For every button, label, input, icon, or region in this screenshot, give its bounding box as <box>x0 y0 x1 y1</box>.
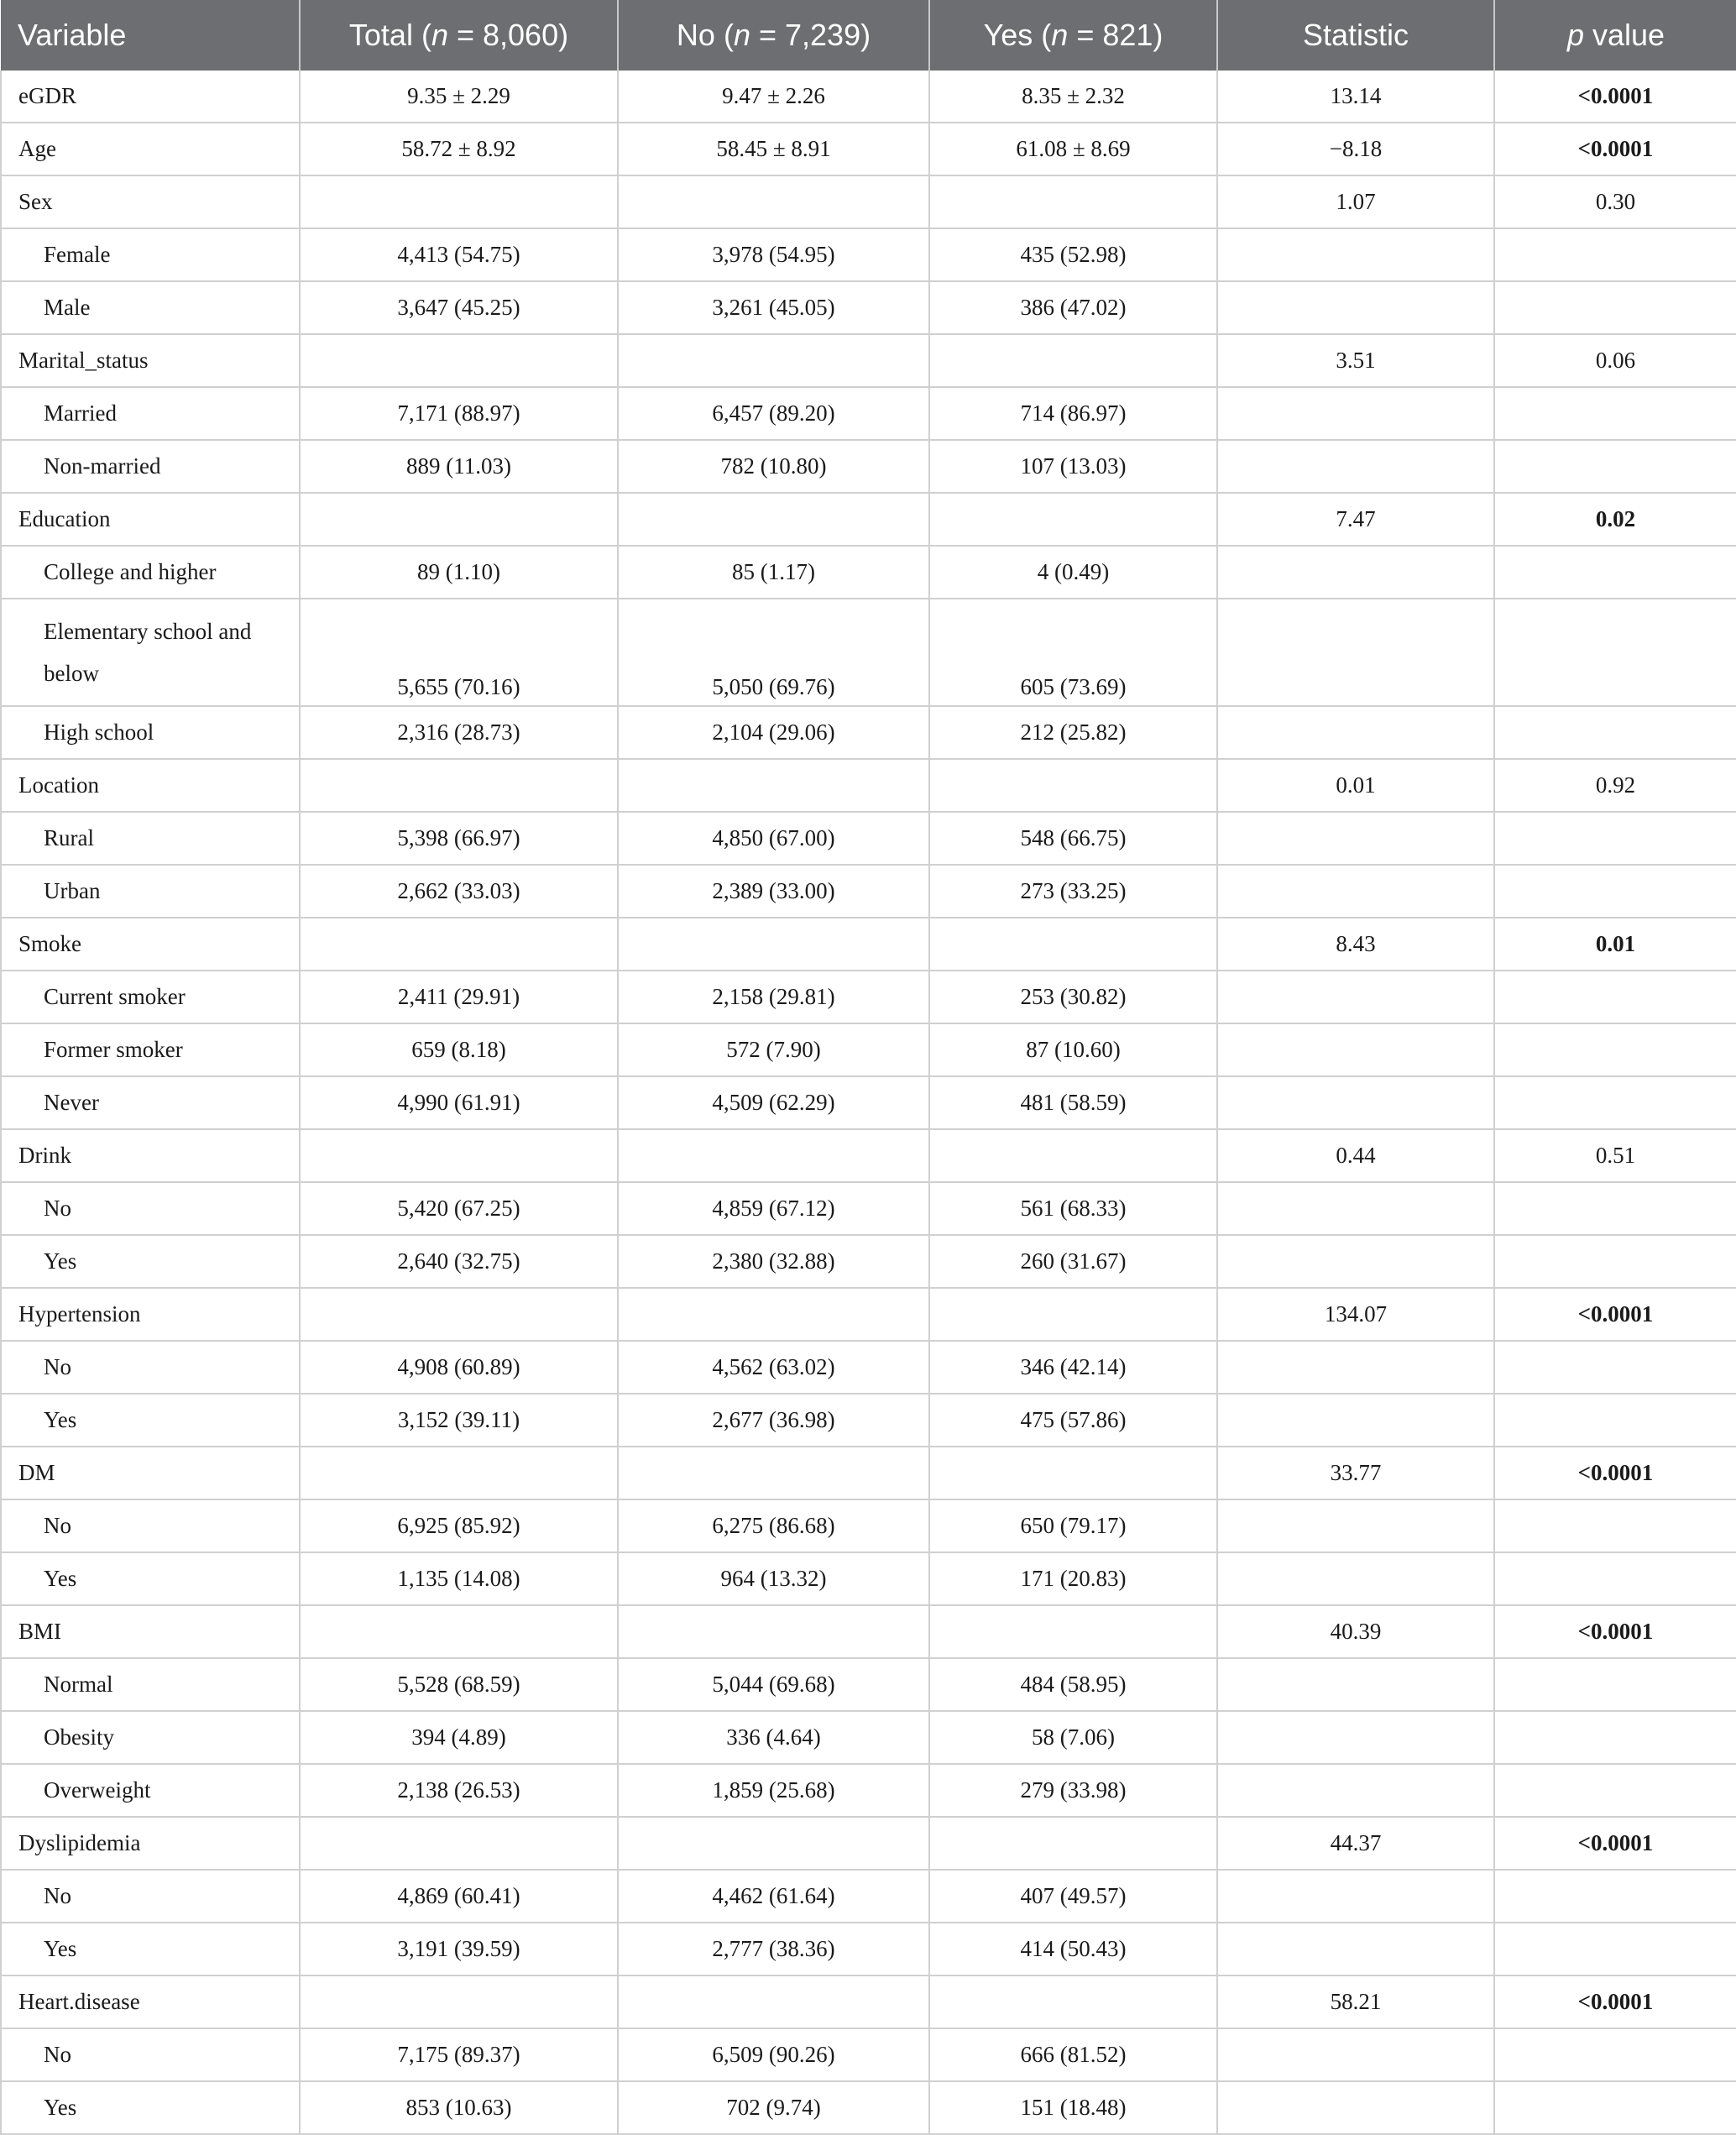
table-row <box>1 387 1736 440</box>
variable-cell: Drink <box>1 1129 300 1182</box>
yes-cell <box>929 1447 1217 1499</box>
yes-cell <box>929 334 1217 387</box>
total-cell: 394 (4.89) <box>300 1711 618 1764</box>
variable-cell: Smoke <box>1 918 300 971</box>
table-row <box>1 546 1736 599</box>
total-cell: 6,925 (85.92) <box>300 1499 618 1552</box>
total-cell <box>300 175 618 228</box>
variable-cell: Education <box>1 493 300 546</box>
total-cell: 2,138 (26.53) <box>300 1764 618 1817</box>
table-row <box>1 2028 1736 2081</box>
table-row <box>1 1764 1736 1817</box>
total-cell <box>300 759 618 812</box>
variable-cell: Never <box>1 1076 300 1129</box>
header-statistic: Statistic <box>1217 0 1494 71</box>
statistic-cell: 134.07 <box>1217 1288 1494 1341</box>
yes-cell: 714 (86.97) <box>929 387 1217 440</box>
yes-cell <box>929 493 1217 546</box>
variable-cell: No <box>1 1341 300 1394</box>
table-row <box>1 2081 1736 2134</box>
total-cell <box>300 1129 618 1182</box>
variable-cell: No <box>1 1182 300 1235</box>
p-value-cell <box>1494 599 1736 706</box>
no-cell: 5,044 (69.68) <box>618 1658 929 1711</box>
variable-cell: Normal <box>1 1658 300 1711</box>
statistic-cell: 3.51 <box>1217 334 1494 387</box>
total-cell: 1,135 (14.08) <box>300 1552 618 1605</box>
table-row <box>1 1023 1736 1076</box>
variable-cell: Marital_status <box>1 334 300 387</box>
statistic-cell <box>1217 971 1494 1023</box>
statistic-cell <box>1217 440 1494 493</box>
yes-cell: 87 (10.60) <box>929 1023 1217 1076</box>
p-value-cell <box>1494 1023 1736 1076</box>
variable-cell: Location <box>1 759 300 812</box>
variable-cell: Female <box>1 228 300 281</box>
table-row <box>1 971 1736 1023</box>
yes-cell: 605 (73.69) <box>929 599 1217 706</box>
no-cell: 2,380 (32.88) <box>618 1235 929 1288</box>
p-value-cell <box>1494 546 1736 599</box>
p-value-cell <box>1494 387 1736 440</box>
variable-cell: No <box>1 2028 300 2081</box>
table-row <box>1 1394 1736 1447</box>
no-cell: 782 (10.80) <box>618 440 929 493</box>
p-value-cell: 0.06 <box>1494 334 1736 387</box>
table-row <box>1 1870 1736 1923</box>
total-cell: 659 (8.18) <box>300 1023 618 1076</box>
yes-cell: 435 (52.98) <box>929 228 1217 281</box>
total-cell: 3,647 (45.25) <box>300 281 618 334</box>
variable-cell: Urban <box>1 865 300 918</box>
total-cell <box>300 493 618 546</box>
variable-cell: Married <box>1 387 300 440</box>
yes-cell: 386 (47.02) <box>929 281 1217 334</box>
p-value-cell <box>1494 1870 1736 1923</box>
header-variable: Variable <box>1 0 300 71</box>
yes-cell: 151 (18.48) <box>929 2081 1217 2134</box>
no-cell: 6,457 (89.20) <box>618 387 929 440</box>
table-row <box>1 759 1736 812</box>
variable-cell: Sex <box>1 175 300 228</box>
p-value-cell <box>1494 1341 1736 1394</box>
total-cell: 9.35 ± 2.29 <box>300 71 618 123</box>
variable-cell: Overweight <box>1 1764 300 1817</box>
statistic-cell <box>1217 599 1494 706</box>
yes-cell <box>929 1288 1217 1341</box>
yes-cell: 107 (13.03) <box>929 440 1217 493</box>
variable-cell: Rural <box>1 812 300 865</box>
p-value-cell <box>1494 228 1736 281</box>
yes-cell: 253 (30.82) <box>929 971 1217 1023</box>
yes-cell: 58 (7.06) <box>929 1711 1217 1764</box>
no-cell: 572 (7.90) <box>618 1023 929 1076</box>
statistic-cell <box>1217 228 1494 281</box>
yes-cell: 481 (58.59) <box>929 1076 1217 1129</box>
variable-cell: Yes <box>1 1552 300 1605</box>
statistic-cell <box>1217 2081 1494 2134</box>
table-row <box>1 71 1736 123</box>
variable-cell: College and higher <box>1 546 300 599</box>
total-cell <box>300 334 618 387</box>
table-row <box>1 1076 1736 1129</box>
yes-cell <box>929 1129 1217 1182</box>
p-value-cell <box>1494 2081 1736 2134</box>
statistic-cell <box>1217 1076 1494 1129</box>
yes-cell: 273 (33.25) <box>929 865 1217 918</box>
p-value-cell: <0.0001 <box>1494 1817 1736 1870</box>
table-row <box>1 1129 1736 1182</box>
yes-cell: 61.08 ± 8.69 <box>929 123 1217 175</box>
yes-cell: 171 (20.83) <box>929 1552 1217 1605</box>
yes-cell: 8.35 ± 2.32 <box>929 71 1217 123</box>
variable-cell: Elementary school and below <box>1 599 300 706</box>
variable-cell: Hypertension <box>1 1288 300 1341</box>
yes-cell: 666 (81.52) <box>929 2028 1217 2081</box>
p-value-cell <box>1494 1711 1736 1764</box>
yes-cell <box>929 1975 1217 2028</box>
yes-cell: 212 (25.82) <box>929 706 1217 759</box>
total-cell: 7,171 (88.97) <box>300 387 618 440</box>
table-body <box>1 71 1736 2134</box>
no-cell <box>618 334 929 387</box>
total-cell: 58.72 ± 8.92 <box>300 123 618 175</box>
header-no: No (n = 7,239) <box>618 0 929 71</box>
p-value-cell <box>1494 1499 1736 1552</box>
variable-cell: No <box>1 1499 300 1552</box>
p-value-cell <box>1494 1552 1736 1605</box>
p-value-cell <box>1494 440 1736 493</box>
statistic-cell: 58.21 <box>1217 1975 1494 2028</box>
table-row <box>1 706 1736 759</box>
yes-cell: 260 (31.67) <box>929 1235 1217 1288</box>
statistic-cell <box>1217 865 1494 918</box>
total-cell: 4,908 (60.89) <box>300 1341 618 1394</box>
total-cell: 889 (11.03) <box>300 440 618 493</box>
total-cell: 4,869 (60.41) <box>300 1870 618 1923</box>
yes-cell: 279 (33.98) <box>929 1764 1217 1817</box>
statistic-cell: 13.14 <box>1217 71 1494 123</box>
p-value-cell <box>1494 281 1736 334</box>
table-row <box>1 1658 1736 1711</box>
no-cell <box>618 175 929 228</box>
no-cell: 964 (13.32) <box>618 1552 929 1605</box>
no-cell: 2,104 (29.06) <box>618 706 929 759</box>
variable-cell: Age <box>1 123 300 175</box>
statistic-cell <box>1217 1711 1494 1764</box>
statistic-cell <box>1217 1764 1494 1817</box>
yes-cell: 548 (66.75) <box>929 812 1217 865</box>
variable-cell: Former smoker <box>1 1023 300 1076</box>
p-value-cell: <0.0001 <box>1494 1605 1736 1658</box>
p-value-cell <box>1494 1076 1736 1129</box>
no-cell: 2,677 (36.98) <box>618 1394 929 1447</box>
p-value-cell <box>1494 1182 1736 1235</box>
variable-cell: eGDR <box>1 71 300 123</box>
variable-cell: Yes <box>1 1394 300 1447</box>
yes-cell: 650 (79.17) <box>929 1499 1217 1552</box>
variable-cell: Dyslipidemia <box>1 1817 300 1870</box>
statistic-cell <box>1217 1341 1494 1394</box>
table-row <box>1 1235 1736 1288</box>
statistic-cell <box>1217 1023 1494 1076</box>
statistic-cell: 0.01 <box>1217 759 1494 812</box>
yes-cell: 414 (50.43) <box>929 1923 1217 1975</box>
p-value-cell: 0.92 <box>1494 759 1736 812</box>
header-yes: Yes (n = 821) <box>929 0 1217 71</box>
table-row <box>1 1341 1736 1394</box>
statistic-cell <box>1217 1182 1494 1235</box>
no-cell: 6,509 (90.26) <box>618 2028 929 2081</box>
p-value-cell: <0.0001 <box>1494 1288 1736 1341</box>
table-row <box>1 1288 1736 1341</box>
statistic-cell <box>1217 1870 1494 1923</box>
header-total: Total (n = 8,060) <box>300 0 618 71</box>
statistic-cell: 0.44 <box>1217 1129 1494 1182</box>
p-value-cell <box>1494 865 1736 918</box>
variable-cell: BMI <box>1 1605 300 1658</box>
variable-cell: Yes <box>1 1235 300 1288</box>
total-cell <box>300 1288 618 1341</box>
table-row <box>1 1552 1736 1605</box>
total-cell: 5,420 (67.25) <box>300 1182 618 1235</box>
no-cell: 4,859 (67.12) <box>618 1182 929 1235</box>
variable-cell: Yes <box>1 1923 300 1975</box>
table-row <box>1 1499 1736 1552</box>
header-p-value: p value <box>1494 0 1736 71</box>
total-cell <box>300 1817 618 1870</box>
table-row <box>1 812 1736 865</box>
yes-cell <box>929 759 1217 812</box>
table-row <box>1 493 1736 546</box>
p-value-cell <box>1494 706 1736 759</box>
p-value-cell <box>1494 1764 1736 1817</box>
no-cell: 2,777 (38.36) <box>618 1923 929 1975</box>
p-value-cell <box>1494 1394 1736 1447</box>
yes-cell: 561 (68.33) <box>929 1182 1217 1235</box>
table-row <box>1 228 1736 281</box>
statistic-cell <box>1217 812 1494 865</box>
no-cell: 1,859 (25.68) <box>618 1764 929 1817</box>
variable-cell: Current smoker <box>1 971 300 1023</box>
no-cell <box>618 1129 929 1182</box>
no-cell: 2,158 (29.81) <box>618 971 929 1023</box>
table-row <box>1 1605 1736 1658</box>
p-value-cell <box>1494 1658 1736 1711</box>
yes-cell <box>929 1817 1217 1870</box>
no-cell: 4,562 (63.02) <box>618 1341 929 1394</box>
p-value-cell: <0.0001 <box>1494 1447 1736 1499</box>
statistic-cell: 1.07 <box>1217 175 1494 228</box>
yes-cell: 484 (58.95) <box>929 1658 1217 1711</box>
variable-cell: Male <box>1 281 300 334</box>
statistic-cell <box>1217 1394 1494 1447</box>
table-row <box>1 175 1736 228</box>
p-value-cell <box>1494 2028 1736 2081</box>
table-row <box>1 1711 1736 1764</box>
table-row <box>1 918 1736 971</box>
no-cell: 3,978 (54.95) <box>618 228 929 281</box>
variable-cell: DM <box>1 1447 300 1499</box>
p-value-cell <box>1494 971 1736 1023</box>
yes-cell <box>929 1605 1217 1658</box>
no-cell: 9.47 ± 2.26 <box>618 71 929 123</box>
p-value-cell: 0.01 <box>1494 918 1736 971</box>
statistic-cell <box>1217 1235 1494 1288</box>
yes-cell: 4 (0.49) <box>929 546 1217 599</box>
variable-cell: High school <box>1 706 300 759</box>
yes-cell <box>929 918 1217 971</box>
yes-cell: 407 (49.57) <box>929 1870 1217 1923</box>
no-cell: 4,850 (67.00) <box>618 812 929 865</box>
total-cell: 5,655 (70.16) <box>300 599 618 706</box>
statistic-cell <box>1217 546 1494 599</box>
table-row <box>1 1182 1736 1235</box>
total-cell <box>300 1447 618 1499</box>
total-cell: 2,316 (28.73) <box>300 706 618 759</box>
table-row <box>1 599 1736 706</box>
p-value-cell: 0.51 <box>1494 1129 1736 1182</box>
yes-cell: 346 (42.14) <box>929 1341 1217 1394</box>
no-cell <box>618 918 929 971</box>
table-row <box>1 1447 1736 1499</box>
table-row <box>1 1923 1736 1975</box>
statistic-cell <box>1217 1923 1494 1975</box>
total-cell <box>300 1605 618 1658</box>
variable-cell: Yes <box>1 2081 300 2134</box>
no-cell: 3,261 (45.05) <box>618 281 929 334</box>
no-cell: 4,462 (61.64) <box>618 1870 929 1923</box>
statistic-cell: 33.77 <box>1217 1447 1494 1499</box>
statistic-cell <box>1217 706 1494 759</box>
yes-cell <box>929 175 1217 228</box>
table-row <box>1 440 1736 493</box>
p-value-cell: <0.0001 <box>1494 71 1736 123</box>
statistic-cell: 44.37 <box>1217 1817 1494 1870</box>
table-row <box>1 123 1736 175</box>
no-cell: 5,050 (69.76) <box>618 599 929 706</box>
total-cell: 5,398 (66.97) <box>300 812 618 865</box>
variable-cell: Obesity <box>1 1711 300 1764</box>
total-cell: 4,990 (61.91) <box>300 1076 618 1129</box>
variable-cell: Heart.disease <box>1 1975 300 2028</box>
total-cell: 3,152 (39.11) <box>300 1394 618 1447</box>
no-cell <box>618 1817 929 1870</box>
total-cell: 2,662 (33.03) <box>300 865 618 918</box>
total-cell: 5,528 (68.59) <box>300 1658 618 1711</box>
p-value-cell: <0.0001 <box>1494 123 1736 175</box>
no-cell <box>618 1975 929 2028</box>
statistic-cell <box>1217 1499 1494 1552</box>
total-cell: 89 (1.10) <box>300 546 618 599</box>
p-value-cell <box>1494 812 1736 865</box>
variable-cell: No <box>1 1870 300 1923</box>
statistic-cell: 8.43 <box>1217 918 1494 971</box>
table-row <box>1 281 1736 334</box>
statistic-cell <box>1217 387 1494 440</box>
p-value-cell: 0.30 <box>1494 175 1736 228</box>
no-cell: 2,389 (33.00) <box>618 865 929 918</box>
p-value-cell <box>1494 1235 1736 1288</box>
total-cell: 7,175 (89.37) <box>300 2028 618 2081</box>
total-cell: 853 (10.63) <box>300 2081 618 2134</box>
total-cell: 2,411 (29.91) <box>300 971 618 1023</box>
p-value-cell: <0.0001 <box>1494 1975 1736 2028</box>
total-cell <box>300 1975 618 2028</box>
statistic-cell <box>1217 1552 1494 1605</box>
statistic-cell: 7.47 <box>1217 493 1494 546</box>
total-cell: 3,191 (39.59) <box>300 1923 618 1975</box>
total-cell <box>300 918 618 971</box>
statistic-cell <box>1217 2028 1494 2081</box>
table-row <box>1 334 1736 387</box>
statistic-cell <box>1217 281 1494 334</box>
table-header-row <box>1 0 1736 71</box>
p-value-cell: 0.02 <box>1494 493 1736 546</box>
variable-cell: Non-married <box>1 440 300 493</box>
no-cell: 58.45 ± 8.91 <box>618 123 929 175</box>
no-cell <box>618 493 929 546</box>
no-cell <box>618 759 929 812</box>
no-cell: 4,509 (62.29) <box>618 1076 929 1129</box>
table-row <box>1 865 1736 918</box>
yes-cell: 475 (57.86) <box>929 1394 1217 1447</box>
statistic-cell: 40.39 <box>1217 1605 1494 1658</box>
no-cell: 6,275 (86.68) <box>618 1499 929 1552</box>
no-cell <box>618 1288 929 1341</box>
no-cell <box>618 1605 929 1658</box>
statistic-cell <box>1217 1658 1494 1711</box>
no-cell: 702 (9.74) <box>618 2081 929 2134</box>
no-cell <box>618 1447 929 1499</box>
table-row <box>1 1975 1736 2028</box>
total-cell: 4,413 (54.75) <box>300 228 618 281</box>
no-cell: 336 (4.64) <box>618 1711 929 1764</box>
p-value-cell <box>1494 1923 1736 1975</box>
table-row <box>1 1817 1736 1870</box>
total-cell: 2,640 (32.75) <box>300 1235 618 1288</box>
no-cell: 85 (1.17) <box>618 546 929 599</box>
statistic-cell: −8.18 <box>1217 123 1494 175</box>
